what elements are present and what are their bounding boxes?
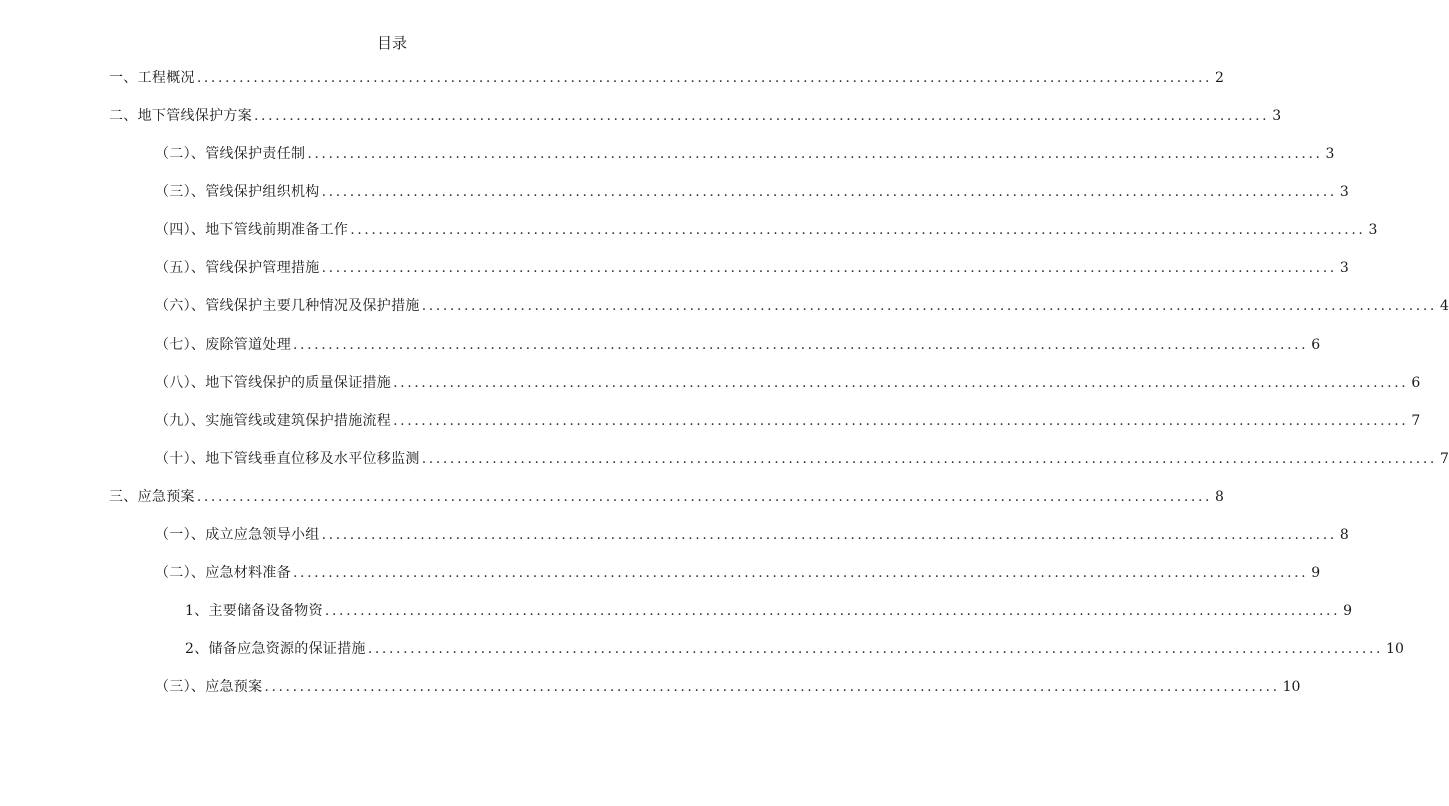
toc-entry[interactable] <box>185 601 1353 621</box>
toc-leader-dots: ................................................................................................................................................ <box>293 565 1309 581</box>
toc-leader-dots: ................................................................................................................................................ <box>264 679 1280 695</box>
toc-leader-dots: ................................................................................................................................................ <box>321 527 1337 543</box>
toc-entry-text: （四）、地下管线前期准备工作 <box>155 222 349 238</box>
toc-leader-dots: ................................................................................................................................................ <box>393 413 1409 429</box>
toc-entry[interactable] <box>155 411 1421 431</box>
toc-entry[interactable] <box>155 144 1335 164</box>
toc-entry[interactable] <box>155 220 1378 240</box>
toc-entry[interactable] <box>155 182 1349 202</box>
toc-entry-text: （十）、地下管线垂直位移及水平位移监测 <box>155 451 420 467</box>
toc-page-number: 8 <box>1215 489 1224 505</box>
toc-entry[interactable] <box>155 335 1321 355</box>
toc-page-number: 8 <box>1339 527 1349 543</box>
toc-entry[interactable] <box>185 639 1404 659</box>
toc-entry[interactable] <box>155 373 1421 393</box>
toc-entry[interactable] <box>155 677 1301 697</box>
toc-entry-text: （九）、实施管线或建筑保护措施流程 <box>155 413 392 429</box>
toc-entry[interactable] <box>155 258 1349 278</box>
toc-page-number: 10 <box>1282 679 1301 695</box>
toc-leader-dots: ................................................................................................................................................ <box>196 70 1213 86</box>
toc-page-number: 9 <box>1343 603 1353 619</box>
toc-entry-text: （七）、废除管道处理 <box>155 337 291 353</box>
toc-page-number: 10 <box>1386 641 1404 657</box>
toc-leader-dots: ................................................................................................................................................ <box>350 222 1366 238</box>
toc-page-number: 3 <box>1339 184 1349 200</box>
toc-entry-text: 二、地下管线保护方案 <box>109 108 252 124</box>
toc-entry[interactable] <box>155 449 1449 469</box>
toc-leader-dots: ................................................................................................................................................ <box>324 603 1341 619</box>
toc-page-number: 4 <box>1439 298 1449 314</box>
toc-entry-text: （三）、应急预案 <box>155 679 263 695</box>
toc-page-number: 7 <box>1411 413 1421 429</box>
toc-leader-dots: ................................................................................................................................................ <box>307 146 1323 162</box>
toc-leader-dots: ................................................................................................................................................ <box>254 108 1270 124</box>
toc-entry-text: （三）、管线保护组织机构 <box>155 184 320 200</box>
toc-entry-text: 2、储备应急资源的保证措施 <box>185 641 366 657</box>
toc-leader-dots: ................................................................................................................................................ <box>421 451 1437 467</box>
toc-leader-dots: ................................................................................................................................................ <box>421 298 1437 314</box>
toc-leader-dots: ................................................................................................................................................ <box>196 489 1213 505</box>
toc-title: 目录 <box>376 34 407 52</box>
toc-entry-text: （六）、管线保护主要几种情况及保护措施 <box>155 298 420 314</box>
toc-leader-dots: ................................................................................................................................................ <box>393 375 1409 391</box>
toc-page-number: 9 <box>1311 565 1321 581</box>
toc-leader-dots: ................................................................................................................................................ <box>321 260 1337 276</box>
toc-page-number: 3 <box>1325 146 1335 162</box>
toc-entry-text: （二）、管线保护责任制 <box>155 146 306 162</box>
toc-page-number: 6 <box>1311 337 1321 353</box>
toc-entry-text: 三、应急预案 <box>109 489 195 505</box>
toc-entry[interactable] <box>109 68 1224 88</box>
toc-entry-text: 一、工程概况 <box>109 70 195 86</box>
toc-entry[interactable] <box>155 296 1449 316</box>
toc-leader-dots: ................................................................................................................................................ <box>293 337 1309 353</box>
toc-leader-dots: ................................................................................................................................................ <box>321 184 1337 200</box>
toc-entry[interactable] <box>109 106 1282 126</box>
toc-entry-text: （八）、地下管线保护的质量保证措施 <box>155 375 392 391</box>
toc-page-number: 3 <box>1368 222 1378 238</box>
toc-entry[interactable] <box>109 487 1224 507</box>
toc-entry-text: 1、主要储备设备物资 <box>185 603 323 619</box>
toc-entry-text: （五）、管线保护管理措施 <box>155 260 320 276</box>
toc-entry-text: （二）、应急材料准备 <box>155 565 291 581</box>
toc-page-number: 7 <box>1439 451 1449 467</box>
toc-page-number: 3 <box>1272 108 1282 124</box>
toc-leader-dots: ................................................................................................................................................ <box>367 641 1384 657</box>
toc-entry[interactable] <box>155 563 1321 583</box>
toc-page-number: 6 <box>1411 375 1421 391</box>
toc-entry[interactable] <box>155 525 1349 545</box>
toc-entry-text: （一）、成立应急领导小组 <box>155 527 320 543</box>
toc-page-number: 3 <box>1339 260 1349 276</box>
toc-page-number: 2 <box>1215 70 1224 86</box>
